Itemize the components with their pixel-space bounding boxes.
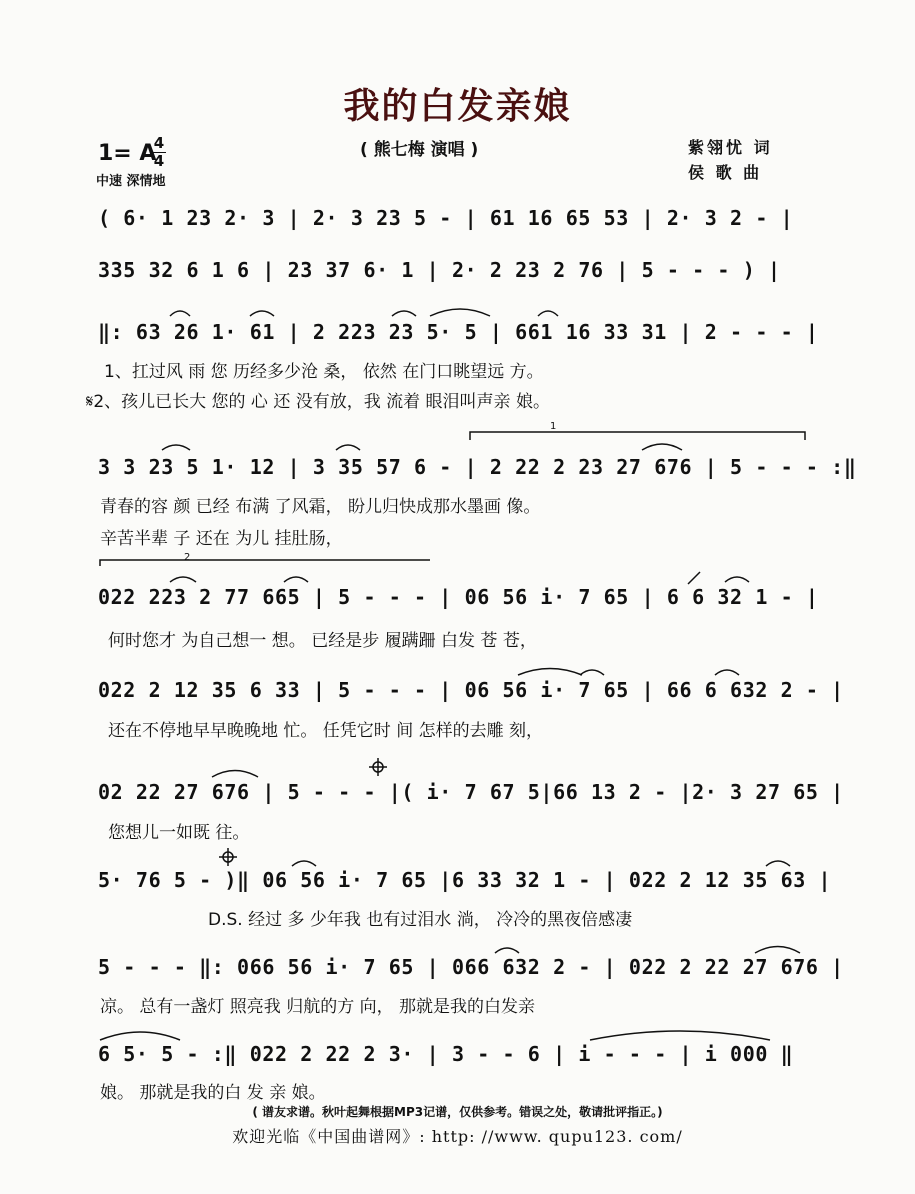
slur — [590, 1031, 770, 1040]
volta-2-label: 2 — [184, 552, 191, 563]
music-line: 5· 76 5 - )‖ 06 56 i· 7 65 |6 33 32 1 - | 022 2 12 35 63 | — [98, 868, 832, 892]
slur — [250, 311, 274, 316]
slur — [430, 309, 490, 316]
volta-1-bracket — [470, 432, 805, 440]
glide-arrow — [688, 572, 700, 584]
slur — [642, 444, 682, 450]
music-line: 335 32 6 1 6 | 23 37 6· 1 | 2· 2 23 2 76 | 5 - - - ) | — [98, 258, 781, 282]
time-sig-denominator: 4 — [153, 152, 165, 170]
slur — [212, 771, 258, 778]
lyric-line: 青春的容 颜 已经 布满 了风霜， 盼儿归快成那水墨画 像。 — [100, 497, 541, 517]
volta-2-bracket — [100, 560, 430, 566]
slur — [755, 947, 800, 954]
footer-note: ( 谱友求谱。秋叶起舞根据MP3记谱，仅供参考。错误之处，敬请批评指正。) — [252, 1105, 663, 1119]
composer-credit: 侯 歌 曲 — [688, 163, 763, 182]
segno-icon: 𝄋 — [86, 392, 94, 412]
slur — [292, 861, 316, 866]
slur — [336, 445, 360, 450]
lyric-line: 还在不停地早早晚晚地 忙。 任凭它时 间 怎样的去雕 刻， — [108, 721, 544, 741]
slur — [725, 577, 749, 582]
lyric-line: 辛苦半辈 子 还在 为儿 挂肚肠， — [100, 529, 343, 549]
music-line: 022 2 12 35 6 33 | 5 - - - | 06 56 i· 7 65 | 66 6 632 2 - | — [98, 678, 844, 702]
lyric-line: 何时您才 为自己想一 想。 已经是步 履蹒跚 白发 苍 苍， — [108, 631, 537, 651]
volta-1-label: 1 — [550, 421, 557, 432]
time-sig-numerator: 4 — [153, 134, 165, 152]
slur — [392, 311, 416, 316]
slur — [170, 311, 190, 316]
lyric-line: 您想儿一如既 往。 — [108, 823, 250, 843]
footer-site: 欢迎光临《中国曲谱网》: http: //www. qupu123. com/ — [232, 1127, 683, 1146]
coda-icon — [219, 848, 237, 866]
lyric-line: 娘。 那就是我的白 发 亲 娘。 — [100, 1083, 326, 1103]
slur — [100, 1032, 180, 1040]
slur — [170, 577, 196, 582]
music-line: 5 - - - ‖: 066 56 i· 7 65 | 066 632 2 - | 022 2 22 27 676 | — [98, 955, 844, 979]
music-line: ‖: 63 26 1· 61 | 2 223 23 5· 5 | 661 16 33 31 | 2 - - - | — [98, 320, 819, 344]
music-line: 6 5· 5 - :‖ 022 2 22 2 3· | 3 - - 6 | i - - - | i 000 ‖ — [98, 1042, 794, 1066]
slur — [495, 948, 519, 953]
coda-icon — [369, 758, 387, 776]
slur — [766, 861, 790, 866]
performer: ( 熊七梅 演唱 ) — [360, 140, 479, 160]
lyricist-credit: 紫翎忧 词 — [688, 138, 773, 157]
song-title: 我的白发亲娘 — [343, 86, 572, 127]
slur — [715, 670, 739, 675]
slur — [580, 670, 604, 675]
music-line: ( 6· 1 23 2· 3 | 2· 3 23 5 - | 61 16 65 53 | 2· 3 2 - | — [98, 206, 794, 230]
music-line: 022 223 2 77 665 | 5 - - - | 06 56 i· 7 65 | 6 6 32 1 - | — [98, 585, 819, 609]
lyric-text: 2、孩儿已长大 您的 心 还 没有放，我 流着 眼泪叫声亲 娘。 — [93, 392, 550, 412]
key-signature: 1= A — [98, 141, 157, 166]
lyric-line: 1、扛过风 雨 您 历经多少沧 桑， 依然 在门口眺望远 方。 — [104, 362, 544, 382]
slur — [538, 311, 558, 316]
lyric-line: 凉。 总有一盏灯 照亮我 归航的方 向， 那就是我的白发亲 — [100, 997, 536, 1017]
music-line: 3 3 23 5 1· 12 | 3 35 57 6 - | 2 22 2 23 27 676 | 5 - - - :‖ — [98, 455, 857, 479]
slur — [284, 577, 308, 582]
slur — [518, 669, 582, 676]
tempo-marking: 中速 深情地 — [96, 174, 166, 189]
music-line: 02 22 27 676 | 5 - - - |( i· 7 67 5|66 13 2 - |2· 3 27 65 | — [98, 780, 844, 804]
slur — [162, 445, 190, 450]
lyric-line: D.S. 经过 多 少年我 也有过泪水 淌， 冷冷的黑夜倍感凄 — [208, 910, 633, 930]
